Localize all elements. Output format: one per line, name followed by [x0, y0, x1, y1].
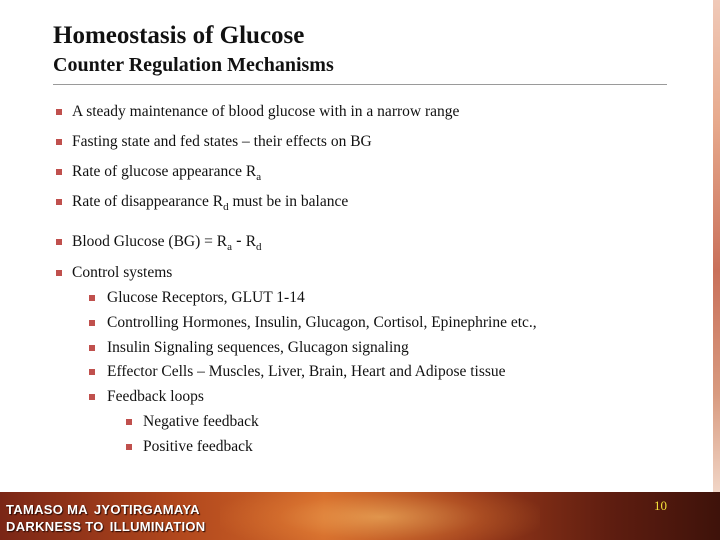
sub-bullet-effector-cells: Effector Cells – Muscles, Liver, Brain, Heart and Adipose tissue	[107, 363, 506, 380]
bullet-square-icon	[89, 320, 95, 326]
bullet-rate-appearance	[72, 163, 261, 181]
page-number: 10	[654, 498, 667, 513]
bullet-square-icon	[89, 295, 95, 301]
motto-word: TAMASO MA	[6, 502, 88, 517]
subscript-d: d	[223, 201, 229, 213]
bullet-square-icon	[89, 369, 95, 375]
sub-sub-bullet-positive-feedback: Positive feedback	[143, 438, 253, 455]
bullet-square-icon	[126, 419, 132, 425]
title-divider	[53, 84, 667, 85]
motto-word: JYOTIRGAMAYA	[93, 502, 200, 517]
sub-bullet-glucose-receptors: Glucose Receptors, GLUT 1-14	[107, 289, 305, 306]
footer-motto-line2	[6, 519, 205, 534]
bullet-control-systems: Control systems	[72, 264, 173, 281]
decorative-side-strip	[713, 0, 720, 492]
bullet-square-icon	[56, 109, 62, 115]
bullet-square-icon	[56, 139, 62, 145]
sub-bullet-insulin-signaling: Insulin Signaling sequences, Glucagon signaling	[107, 339, 409, 356]
bullet-tail: must be in balance	[232, 193, 349, 210]
bullet-steady-maintenance: A steady maintenance of blood glucose with in a narrow range	[72, 103, 460, 120]
bullet-square-icon	[89, 394, 95, 400]
sub-bullet-feedback-loops: Feedback loops	[107, 388, 204, 405]
bullet-fasting-fed: Fasting state and fed states – their effects on BG	[72, 133, 372, 150]
subscript-a: a	[227, 241, 233, 253]
bullet-square-icon	[89, 345, 95, 351]
footer-glow	[220, 492, 540, 540]
minus-sign: -	[236, 231, 242, 250]
bullet-square-icon	[56, 239, 62, 245]
bullet-square-icon	[56, 270, 62, 276]
motto-word: ILLUMINATION	[109, 519, 206, 534]
footer-banner	[0, 492, 720, 540]
subscript-a: a	[256, 171, 262, 183]
bullet-square-icon	[126, 444, 132, 450]
bullet-text: Rate of glucose appearance R	[72, 163, 257, 180]
slide-subtitle: Counter Regulation Mechanisms	[53, 54, 334, 76]
bullet-blood-glucose-equation	[72, 232, 262, 251]
bullet-text: Rate of disappearance R	[72, 193, 224, 210]
sub-bullet-controlling-hormones: Controlling Hormones, Insulin, Glucagon, Cortisol, Epinephrine etc.,	[107, 314, 537, 331]
r-symbol: R	[245, 233, 257, 250]
bullet-rate-disappearance	[72, 193, 348, 211]
bullet-square-icon	[56, 199, 62, 205]
sub-sub-bullet-negative-feedback: Negative feedback	[143, 413, 259, 430]
slide-title: Homeostasis of Glucose	[53, 22, 305, 49]
motto-word: DARKNESS TO	[6, 519, 104, 534]
footer-motto-line1	[6, 502, 200, 517]
bullet-square-icon	[56, 169, 62, 175]
bullet-text: Blood Glucose (BG) = R	[72, 233, 228, 250]
subscript-d: d	[256, 241, 262, 253]
